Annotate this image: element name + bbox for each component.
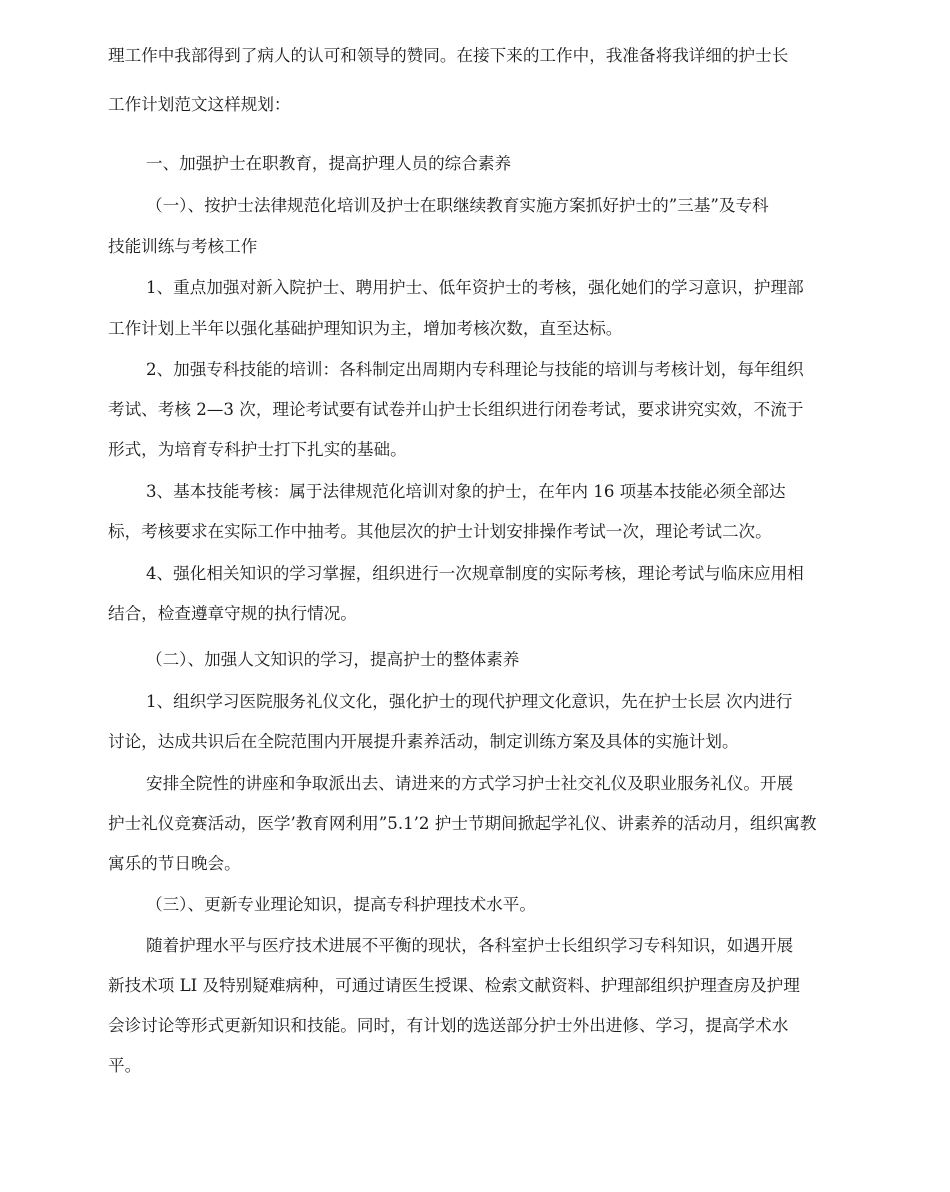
- text-line: 讨论，达成共识后在全院范围内开展提升素养活动，制定训练方案及具体的实施计划。: [108, 732, 739, 751]
- section-heading: 一、加强护士在职教育，提高护理人员的综合素养: [146, 154, 512, 173]
- text-line: 1、组织学习医院服务礼仪文化，强化护士的现代护理文化意识，先在护士长层 次内进行: [146, 692, 793, 711]
- text-line: 2、加强专科技能的培训：各科制定出周期内专科理论与技能的培训与考核计划，每年组织: [146, 360, 804, 379]
- text-line: 新技术项 LI 及特别疑难病种，可通过请医生授课、检索文献资料、护理部组织护理查房及护理: [108, 976, 800, 995]
- subsection-heading: （一）、按护士法律规范化培训及护士在职继续教育实施方案抓好护士的”三基”及专科: [146, 196, 769, 215]
- text-line: 工作计划范文这样规划：: [108, 95, 291, 114]
- subsection-heading: （三）、更新专业理论知识，提高专科护理技术水平。: [146, 895, 536, 914]
- text-line: 4、强化相关知识的学习掌握，组织进行一次规章制度的实际考核，理论考试与临床应用相: [146, 564, 804, 583]
- text-line: 会诊讨论等形式更新知识和技能。同时，有计划的选送部分护士外出进修、学习，提高学术水: [108, 1016, 789, 1035]
- text-line: 护士礼仪竞赛活动，医学’教育网利用”5.1’2 护士节期间掀起学礼仪、讲素养的活动月，组织寓教: [108, 814, 817, 833]
- text-line: 工作计划上半年以强化基础护理知识为主，增加考核次数，直至达标。: [108, 319, 623, 338]
- text-line: 技能训练与考核工作: [108, 237, 258, 256]
- text-line: 3、基本技能考核：属于法律规范化培训对象的护士，在年内 16 项基本技能必须全部达: [146, 482, 786, 501]
- text-line: 结合，检查遵章守规的执行情况。: [108, 604, 357, 623]
- text-line: 随着护理水平与医疗技术进展不平衡的现状，各科室护士长组织学习专科知识，如遇开展: [146, 936, 794, 955]
- text-line: 寓乐的节日晚会。: [108, 854, 241, 873]
- text-line: 考试、考核 2—3 次，理论考试要有试卷并山护士长组织进行闭卷考试，要求讲究实效，不流于: [108, 400, 804, 419]
- text-line: 1、重点加强对新入院护士、聘用护士、低年资护士的考核，强化她们的学习意识，护理部: [146, 278, 804, 297]
- text-line: 安排全院性的讲座和争取派出去、请进来的方式学习护士社交礼仪及职业服务礼仪。开展: [146, 774, 794, 793]
- text-line: 理工作中我部得到了病人的认可和领导的赞同。在接下来的工作中，我准备将我详细的护士长: [108, 46, 789, 65]
- text-line: 形式，为培育专科护士打下扎实的基础。: [108, 440, 407, 459]
- subsection-heading: （二）、加强人文知识的学习，提高护士的整体素养: [146, 650, 520, 669]
- text-line: 标，考核要求在实际工作中抽考。其他层次的护士计划安排操作考试一次，理论考试二次。: [108, 522, 772, 541]
- text-line: 平。: [108, 1056, 142, 1075]
